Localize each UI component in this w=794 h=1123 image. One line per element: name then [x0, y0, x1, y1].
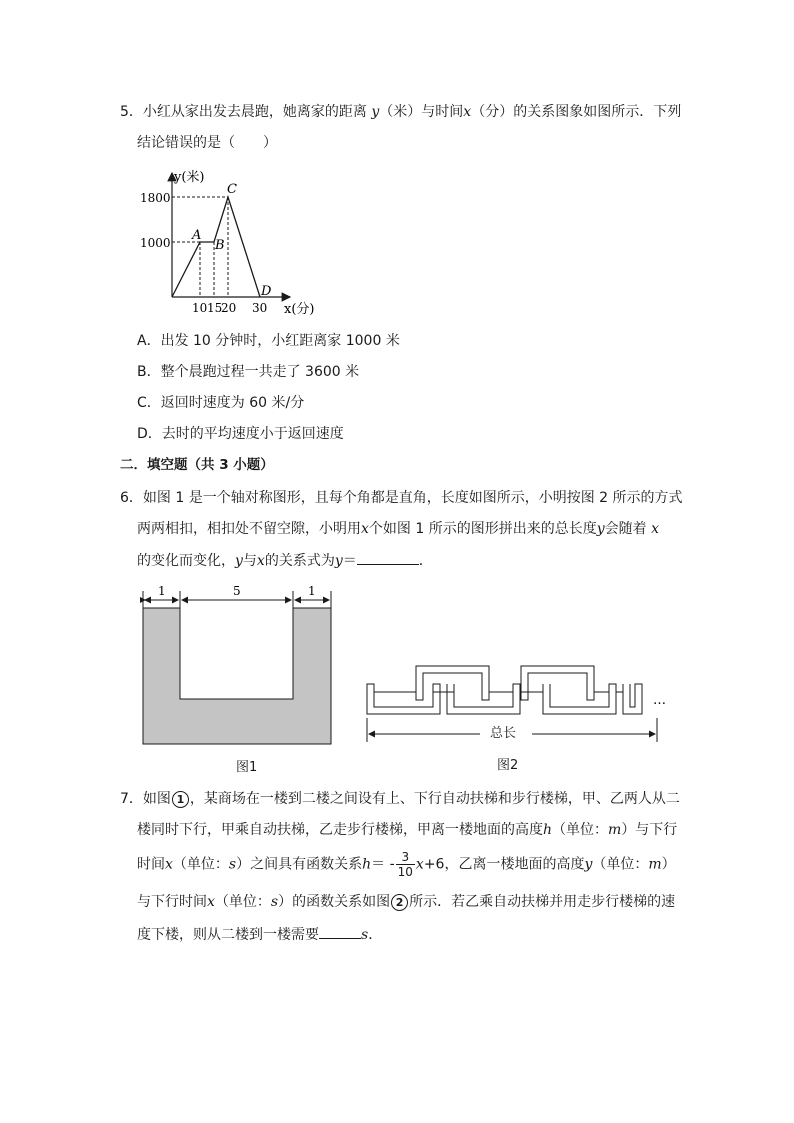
var-y: y: [334, 553, 343, 569]
var-y: y: [596, 521, 605, 537]
q6-line1: [120, 488, 683, 508]
lower-piece-3: [543, 684, 616, 714]
q5-stem-text: 小红从家出发去晨跑，她离家的距离: [142, 104, 367, 120]
q6-text: ＝: [342, 553, 357, 569]
q5-stem-text: （米）与时间: [379, 104, 464, 120]
q7-text: +6，乙离一楼地面的高度: [423, 856, 585, 873]
u-shape: [143, 608, 331, 744]
var-x: x: [165, 856, 173, 873]
q5-option-d: D．去时的平均速度小于返回速度: [137, 426, 344, 442]
q7-text: 与下行时间: [137, 894, 207, 910]
var-x: x: [361, 521, 369, 537]
q7-text: 度下楼，则从二楼到一楼需要: [137, 927, 319, 943]
total-length-label: 总长: [490, 726, 517, 741]
q7-text: 楼同时下行，甲乘自动扶梯，乙走步行楼梯，甲离一楼地面的高度: [137, 822, 543, 838]
q7-text: ＝ -: [371, 856, 395, 873]
section-title: 二．填空题（共 3 小题）: [120, 457, 274, 473]
unit-m: m: [608, 822, 622, 838]
q6-text: 两两相扣，相扣处不留空隙，小明用: [137, 521, 361, 537]
q6-line2: [137, 519, 659, 539]
x-tick-30: 30: [252, 301, 268, 315]
var-y: y: [235, 553, 243, 569]
q6-text: 的关系式为: [264, 553, 335, 569]
q6-figure1: [140, 583, 340, 773]
q6-text: 会随着: [604, 521, 647, 537]
q6-text: ．: [418, 553, 433, 569]
answer-blank[interactable]: [319, 924, 361, 939]
var-x: x: [463, 104, 472, 120]
y-tick-1800: 1800: [140, 191, 171, 205]
fig1-caption: 图1: [236, 760, 258, 775]
q6-text: 的变化而变化，: [137, 553, 235, 569]
x-tick-15: 15: [207, 301, 223, 315]
var-y: y: [584, 856, 593, 873]
x-tick-10: 10: [192, 301, 208, 315]
figure-ref-circle-2: 2: [391, 894, 408, 911]
q7-text: （单位：: [172, 856, 229, 873]
q7-text: （单位：: [552, 822, 609, 838]
var-x: x: [651, 521, 659, 537]
y-tick-1000: 1000: [140, 236, 171, 250]
upper-piece-1: [416, 666, 489, 700]
y-axis-label: y(米): [174, 170, 205, 185]
q5-stem-text: （分）的关系图象如图所示．下列: [471, 104, 682, 120]
lower-piece-1: [367, 684, 440, 714]
q7-number: 7．: [120, 791, 143, 807]
q6-line3: [137, 550, 433, 571]
unit-s: s: [361, 927, 369, 943]
q7-text: ）的函数关系如图: [278, 894, 391, 910]
var-x: x: [207, 894, 215, 910]
dim-middle: 5: [233, 584, 241, 598]
lower-piece-4: [623, 684, 642, 714]
upper-piece-2: [521, 666, 594, 700]
unit-s: s: [228, 856, 237, 873]
q5-option-a: A．出发 10 分钟时，小红距离家 1000 米: [137, 333, 400, 349]
fraction-numerator: 3: [396, 850, 415, 865]
fraction: [396, 850, 415, 879]
point-d-label: D: [261, 284, 272, 299]
q7-text: ）与下行: [621, 822, 678, 838]
fraction-denominator: 10: [397, 865, 413, 879]
var-x: x: [415, 856, 424, 873]
q7-text: 如图: [142, 791, 171, 807]
point-a-label: A: [192, 228, 202, 243]
x-axis-label: x(分): [284, 302, 315, 317]
answer-blank[interactable]: [357, 550, 419, 565]
q6-text: 如图 1 是一个轴对称图形，且每个角都是直角，长度如图所示，小明按图 2 所示的方式: [142, 490, 683, 506]
figure-ref-circle-1: 1: [172, 791, 189, 808]
q5-option-b: B．整个晨跑过程一共走了 3600 米: [137, 364, 360, 380]
q5-graph: [130, 165, 330, 325]
ellipsis: …: [653, 693, 666, 708]
q7-text: ．: [368, 927, 383, 943]
q7-text: 时间: [137, 856, 165, 873]
q7-text: 所示．若乙乘自动扶梯并用走步行楼梯的速: [409, 894, 676, 910]
q7-line4: [137, 892, 675, 912]
fig2-caption: 图2: [497, 758, 519, 773]
q7-text: ）: [661, 856, 676, 873]
q5-option-c: C．返回时速度为 60 米/分: [137, 395, 305, 411]
q5-line2: 结论错误的是（ ）: [137, 135, 277, 151]
lower-piece-2: [447, 684, 520, 714]
q6-text: 个如图 1 所示的图形拼出来的总长度: [368, 521, 597, 537]
q6-number: 6．: [120, 490, 143, 506]
dim-right: 1: [308, 584, 316, 598]
q5-line1: [120, 102, 681, 122]
point-b-label: B: [215, 238, 225, 253]
q7-line2: [137, 820, 677, 840]
unit-s: s: [270, 894, 279, 910]
var-x: x: [256, 553, 265, 569]
var-h: h: [362, 856, 372, 873]
q6-text: 与: [242, 553, 257, 569]
q7-line1: [120, 789, 680, 809]
q5-number: 5．: [120, 104, 143, 120]
x-tick-20: 20: [221, 301, 237, 315]
point-c-label: C: [227, 182, 237, 197]
q7-text: （单位：: [214, 894, 271, 910]
q7-text: ，某商场在一楼到二楼之间设有上、下行自动扶梯和步行楼梯，甲、乙两人从二: [189, 791, 680, 807]
q7-text: （单位：: [592, 856, 649, 873]
var-y: y: [371, 104, 380, 120]
unit-m: m: [648, 856, 662, 873]
q7-line3: [137, 850, 676, 879]
q7-text: ）之间具有函数关系: [236, 856, 363, 873]
var-h: h: [543, 822, 553, 838]
dim-left: 1: [158, 584, 166, 598]
q7-line5: [137, 924, 382, 945]
